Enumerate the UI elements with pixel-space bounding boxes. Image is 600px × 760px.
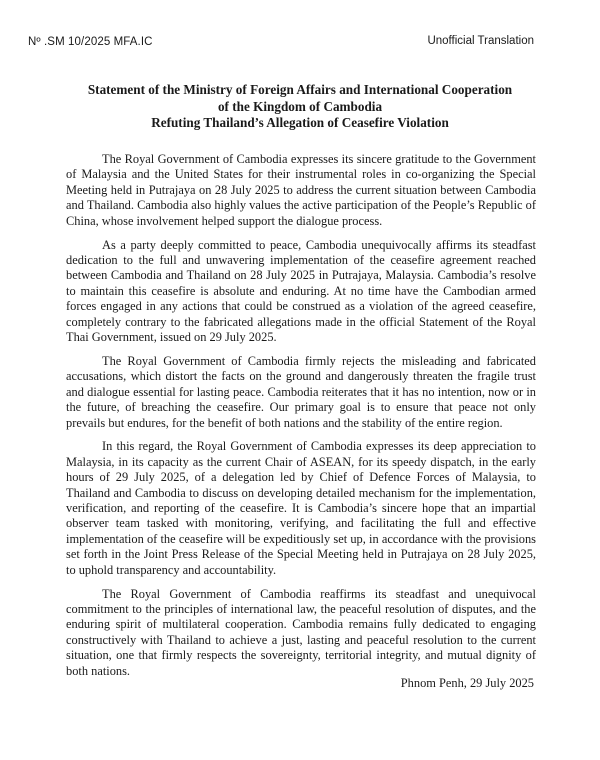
statement-title xyxy=(60,82,540,132)
title-line-2: of the Kingdom of Cambodia xyxy=(217,98,383,114)
paragraph-ceasefire-commitment: As a party deeply committed to peace, Cambodia unequivocally affirms its steadfast dedication to the full and unwavering implementation of the ceasefire agreement reached between Cambodia and Thailand on 28 July 2025 in Putrajaya, Malaysia. Cambodia’s resolve to maintain this ceasefire is absolute and enduring. At no time have the Cambodian armed forces engaged in any actions that could be construed as a violation of the agreed ceasefire, completely contrary to the fabricated allegations made in the official Statement of the Royal Thai Government, issued on 29 July 2025. xyxy=(66,237,536,344)
document-reference-number: Nº .SM 10/2025 MFA.IC xyxy=(28,36,153,48)
paragraph-reaffirmation: The Royal Government of Cambodia reaffirms its steadfast and unequivocal commitment to the principles of international law, the peaceful resolution of disputes, and the enduring spirit of multilateral cooperation. Cambodia remains fully dedicated to engaging constructively with Thailand to achieve a just, lasting and peaceful resolution to the current situation, one that firmly respects the sovereignty, territorial integrity, and mutual dignity of both nations. xyxy=(66,586,536,678)
paragraph-rejection: The Royal Government of Cambodia firmly rejects the misleading and fabricated accusations, which distort the facts on the ground and dangerously threaten the fragile trust and dialogue essential for lasting peace. Cambodia reiterates that it has no intention, now or in the future, of breaching the ceasefire. Our primary goal is to ensure that peace not only prevails but endures, for the benefit of both nations and the stability of the entire region. xyxy=(66,353,536,430)
title-line-1: Statement of the Ministry of Foreign Affairs and International Cooperation xyxy=(87,82,513,97)
statement-body xyxy=(66,152,536,688)
paragraph-asean-appreciation: In this regard, the Royal Government of Cambodia expresses its deep appreciation to Malaysia, in its capacity as the current Chair of ASEAN, for its speedy dispatch, in the early hours of 29 July 2025, of a delegation led by Chief of Defence Forces of Malaysia, to Thailand and Cambodia to discuss on developing detailed mechanism for the implementation, verification, and reporting of the ceasefire. It is Cambodia’s sincere hope that an impartial observer team tasked with monitoring, verifying, and facilitating the full and effective implementation of the ceasefire will be expeditiously set up, in accordance with the provisions set forth in the Joint Press Release of the Special Meeting held in Putrajaya on 28 July 2025, to uphold transparency and accountability. xyxy=(66,439,536,577)
paragraph-gratitude: The Royal Government of Cambodia expresses its sincere gratitude to the Government of Malaysia and the United States for their instrumental roles in co-organizing the Special Meeting held in Putrajaya on 28 July 2025 to address the current situation between Cambodia and Thailand. Cambodia also highly values the active participation of the People’s Republic of China, whose involvement helped support the dialogue process. xyxy=(66,152,536,228)
unofficial-translation-label: Unofficial Translation xyxy=(427,35,534,47)
place-and-date: Phnom Penh, 29 July 2025 xyxy=(400,676,534,690)
title-line-3: Refuting Thailand’s Allegation of Ceasefire Violation xyxy=(151,115,449,130)
